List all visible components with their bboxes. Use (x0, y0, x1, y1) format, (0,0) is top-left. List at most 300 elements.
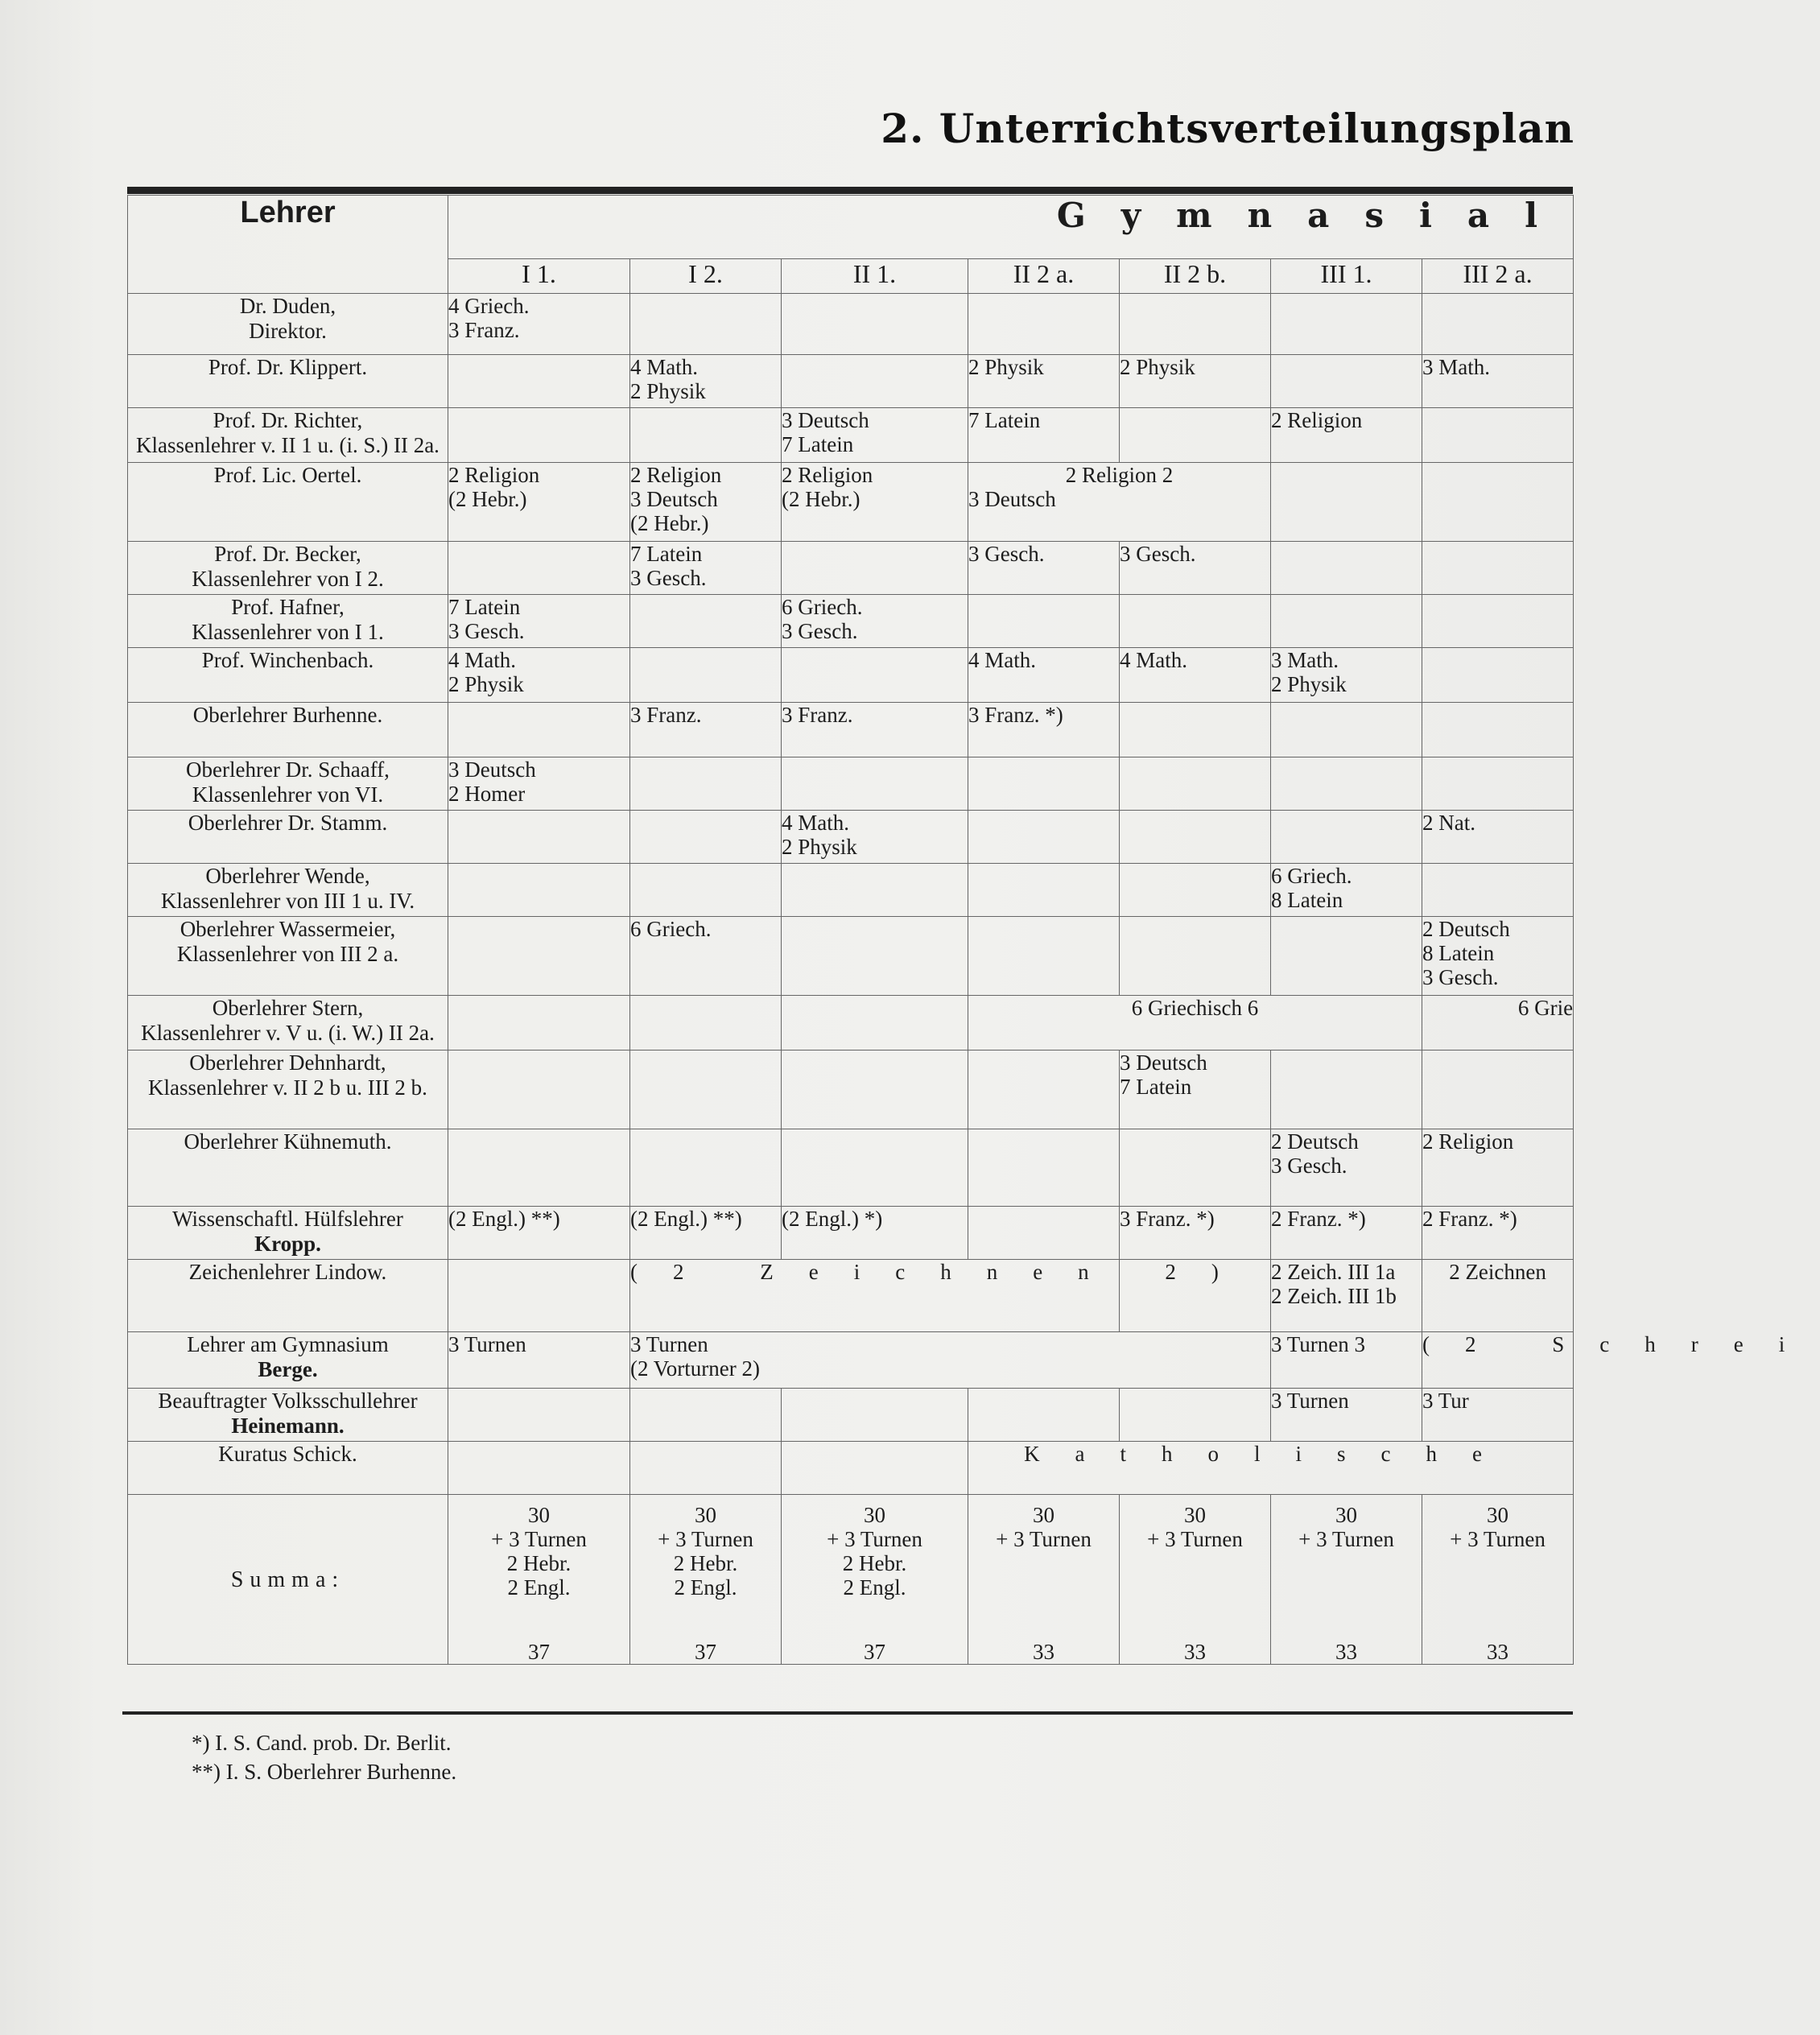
cell-line: 8 Latein (1422, 941, 1495, 965)
class-cell (448, 864, 630, 917)
teacher-name: Oberlehrer Wende, (205, 864, 370, 888)
cell-line: (2 Schrei (1422, 1332, 1820, 1356)
cell-line: 3 Deutsch (782, 408, 869, 432)
summa-base: 30 (1487, 1503, 1509, 1527)
cell-line: 3 Franz. (782, 703, 853, 727)
teacher-name: Wissenschaftl. Hülfslehrer (172, 1207, 403, 1231)
teacher-cell (128, 757, 448, 811)
summa-base: 30 (528, 1503, 550, 1527)
summa-line: 2 Hebr. (506, 1551, 572, 1575)
bottom-rule (122, 1711, 1573, 1715)
summa-total: 37 (528, 1640, 550, 1664)
teacher-cell (128, 703, 448, 757)
summa-line: + 3 Turnen (491, 1527, 587, 1551)
class-cell (448, 1332, 630, 1389)
class-cell (1422, 1389, 1574, 1442)
spanning-cell (630, 1332, 1271, 1389)
summa-line: + 3 Turnen (1450, 1527, 1546, 1551)
class-cell (968, 294, 1120, 355)
table-row (128, 355, 1574, 408)
class-cell (1271, 1389, 1422, 1442)
summa-total: 37 (695, 1640, 716, 1664)
cell-line: 6 Griech. (782, 595, 863, 619)
teacher-name: Oberlehrer Stern, (212, 996, 364, 1020)
class-cell (1271, 1260, 1422, 1332)
teacher-name: Oberlehrer Kühnemuth. (184, 1129, 392, 1154)
cell-line: 4 Math. (448, 648, 516, 672)
class-cell (1422, 1207, 1574, 1260)
distribution-table (127, 195, 1820, 1665)
cell-line: 7 Latein (782, 432, 854, 456)
table-body (128, 294, 1820, 1665)
class-cell (782, 864, 968, 917)
cell-line: 3 Franz. (448, 318, 520, 342)
summa-base: 30 (695, 1503, 716, 1527)
class-cell (1271, 1207, 1422, 1260)
teacher-cell (128, 1442, 448, 1495)
class-cell (630, 408, 782, 463)
class-cell (1271, 408, 1422, 463)
class-cell (1422, 355, 1574, 408)
class-cell (448, 648, 630, 703)
class-cell (630, 1442, 782, 1495)
class-cell (448, 703, 630, 757)
cell-line: 4 Math. (1120, 648, 1187, 672)
table-row (128, 463, 1574, 542)
summa-cell (448, 1495, 630, 1665)
class-header: III 2 a. (1422, 259, 1574, 294)
class-cell (1422, 996, 1574, 1051)
cell-line: 3 Turnen 3 (1271, 1332, 1366, 1356)
table-row (128, 1332, 1574, 1389)
class-cell (1422, 408, 1574, 463)
teacher-cell (128, 1051, 448, 1129)
class-cell (1271, 703, 1422, 757)
summa-base: 30 (1335, 1503, 1357, 1527)
teacher-cell (128, 408, 448, 463)
summa-line: 2 Hebr. (673, 1551, 738, 1575)
class-cell (782, 1129, 968, 1207)
class-cell (1120, 703, 1271, 757)
teacher-name: Prof. Winchenbach. (201, 648, 374, 672)
cell-line: (2 Vorturner 2) (630, 1356, 760, 1381)
summa-line: + 3 Turnen (1147, 1527, 1243, 1551)
teacher-name: Prof. Dr. Becker, (214, 542, 361, 566)
cell-line: 7 Latein (630, 542, 703, 566)
class-cell (1422, 757, 1574, 811)
table-row (128, 1442, 1574, 1495)
class-cell (782, 463, 968, 542)
class-cell (1422, 864, 1574, 917)
cell-line: (2 Hebr.) (782, 487, 860, 511)
table-row (128, 1260, 1574, 1332)
cell-line: (2 Engl.) **) (630, 1207, 742, 1231)
spanning-cell (968, 463, 1271, 542)
cell-line: 2 Religion (1422, 1129, 1514, 1154)
group-header: Gymnasial (448, 196, 1574, 259)
class-cell (448, 1389, 630, 1442)
class-cell (1422, 648, 1574, 703)
summa-base: 30 (1033, 1503, 1054, 1527)
teacher-cell (128, 864, 448, 917)
summa-cell (1271, 1495, 1422, 1665)
table-row (128, 917, 1574, 996)
top-rule (127, 187, 1573, 194)
class-cell (782, 811, 968, 864)
cell-line: 3 Math. (1422, 355, 1490, 379)
teacher-cell (128, 1389, 448, 1442)
cell-line: 6 Griechisch 6 (1131, 996, 1259, 1020)
teacher-name: Prof. Dr. Klippert. (208, 355, 368, 379)
cell-line: 6 Griech. (630, 917, 712, 941)
spanning-cell (630, 1260, 1254, 1332)
cell-line: 7 Latein (1120, 1075, 1192, 1099)
class-cell (968, 648, 1120, 703)
cell-line: (2 Hebr.) (448, 487, 527, 511)
teacher-cell (128, 542, 448, 595)
class-cell (968, 408, 1120, 463)
cell-line: 2 Physik (968, 355, 1044, 379)
spanning-cell (968, 1442, 1574, 1495)
cell-line: 3 Gesch. (968, 542, 1045, 566)
cell-line: 3 Franz. *) (1120, 1207, 1215, 1231)
table-row (128, 542, 1574, 595)
cell-line: (2 Hebr.) (630, 511, 709, 535)
class-cell (448, 1260, 630, 1332)
summa-cell (1120, 1495, 1271, 1665)
cell-line: Katholische (1024, 1442, 1518, 1466)
class-cell (1422, 595, 1574, 648)
class-cell (630, 917, 782, 996)
class-cell (968, 703, 1120, 757)
summa-line: 2 Hebr. (842, 1551, 907, 1575)
table-row (128, 757, 1574, 811)
class-cell (1120, 757, 1271, 811)
class-cell (448, 408, 630, 463)
class-cell (968, 757, 1120, 811)
class-cell (1422, 703, 1574, 757)
teacher-role: Klassenlehrer v. II 1 u. (i. S.) II 2a. (136, 433, 440, 457)
class-cell (1422, 463, 1574, 542)
class-header: I 2. (630, 259, 782, 294)
teacher-name: Oberlehrer Dr. Schaaff, (186, 757, 390, 782)
teacher-cell (128, 1332, 448, 1389)
cell-line: 3 Tur (1422, 1389, 1469, 1413)
class-cell (448, 463, 630, 542)
class-cell (630, 542, 782, 595)
cell-line: (2 Engl.) *) (782, 1207, 883, 1231)
class-cell (1271, 595, 1422, 648)
class-cell (448, 1129, 630, 1207)
class-cell (630, 1207, 782, 1260)
summa-total: 33 (1033, 1640, 1054, 1664)
class-cell (1271, 648, 1422, 703)
cell-line: 2 Physik (630, 379, 706, 403)
cell-line: 7 Latein (968, 408, 1041, 432)
cell-line: 3 Turnen (1271, 1389, 1349, 1413)
table-row (128, 811, 1574, 864)
table-row (128, 595, 1574, 648)
cell-line: (2 Zeichnen 2) (630, 1260, 1254, 1284)
cell-line: 2 Deutsch (1422, 917, 1510, 941)
class-cell (630, 648, 782, 703)
cell-line: 3 Gesch. (1271, 1154, 1347, 1178)
teacher-cell (128, 917, 448, 996)
cell-line: (2 Engl.) **) (448, 1207, 560, 1231)
teacher-name: Prof. Hafner, (231, 595, 345, 619)
class-cell (630, 1129, 782, 1207)
class-cell (1120, 864, 1271, 917)
class-cell (448, 1442, 630, 1495)
class-cell (968, 1389, 1120, 1442)
spanning-cell (968, 996, 1422, 1051)
class-cell (782, 355, 968, 408)
class-cell (782, 703, 968, 757)
cell-line: 2 Religion (448, 463, 540, 487)
class-cell (630, 996, 782, 1051)
cell-line: 2 Physik (1271, 672, 1347, 696)
cell-line: 7 Latein (448, 595, 521, 619)
class-cell (1271, 811, 1422, 864)
class-header: III 1. (1271, 259, 1422, 294)
class-cell (1120, 811, 1271, 864)
class-cell (968, 1129, 1120, 1207)
class-cell (1271, 757, 1422, 811)
teacher-name: Prof. Dr. Richter, (213, 408, 363, 432)
teacher-role: Klassenlehrer v. V u. (i. W.) II 2a. (141, 1021, 435, 1045)
class-cell (448, 355, 630, 408)
class-cell (1120, 294, 1271, 355)
class-cell (782, 648, 968, 703)
summa-cell (630, 1495, 782, 1665)
class-cell (630, 811, 782, 864)
cell-line: 4 Griech. (448, 294, 530, 318)
table-row (128, 408, 1574, 463)
class-cell (968, 811, 1120, 864)
class-cell (448, 917, 630, 996)
teacher-cell (128, 463, 448, 542)
class-cell (782, 1051, 968, 1129)
class-cell (968, 595, 1120, 648)
cell-line: 2 Zeich. III 1b (1271, 1284, 1397, 1308)
cell-line: 2 Zeichnen (1449, 1260, 1546, 1284)
teacher-name: Lehrer am Gymnasium (187, 1332, 389, 1356)
summa-cell (968, 1495, 1120, 1665)
teacher-cell (128, 811, 448, 864)
class-cell (1120, 648, 1271, 703)
cell-line: 3 Gesch. (1422, 965, 1499, 989)
teacher-cell (128, 996, 448, 1051)
table-row (128, 294, 1574, 355)
teacher-name: Oberlehrer Dehnhardt, (189, 1051, 386, 1075)
class-header: I 1. (448, 259, 630, 294)
class-header: II 1. (782, 259, 968, 294)
teacher-name: Dr. Duden, (239, 294, 336, 318)
class-cell (448, 996, 630, 1051)
class-cell (1120, 542, 1271, 595)
class-cell (782, 294, 968, 355)
teacher-role: Klassenlehrer von VI. (192, 782, 384, 807)
class-cell (630, 355, 782, 408)
class-cell (1120, 408, 1271, 463)
cell-line: 6 Grie (1517, 996, 1574, 1020)
class-cell (968, 917, 1120, 996)
class-header: II 2 b. (1120, 259, 1271, 294)
class-cell (782, 1442, 968, 1495)
teacher-cell (128, 1129, 448, 1207)
class-cell (968, 1051, 1120, 1129)
cell-line: 3 Deutsch (630, 487, 718, 511)
class-cell (782, 1207, 968, 1260)
cell-line: 3 Gesch. (448, 619, 525, 643)
cell-line: 3 Turnen (448, 1332, 526, 1356)
cell-line: 3 Franz. (630, 703, 702, 727)
summa-line: + 3 Turnen (827, 1527, 922, 1551)
class-cell (968, 864, 1120, 917)
class-cell (782, 408, 968, 463)
table-row (128, 648, 1574, 703)
class-cell (448, 757, 630, 811)
cell-line: 2 Zeich. III 1a (1271, 1260, 1396, 1284)
cell-line: 2 Franz. *) (1271, 1207, 1366, 1231)
class-cell (782, 595, 968, 648)
footnote: **) I. S. Oberlehrer Burhenne. (192, 1760, 457, 1784)
teacher-name: Beauftragter Volksschullehrer (158, 1389, 418, 1413)
teacher-name: Prof. Lic. Oertel. (213, 463, 362, 487)
teacher-role: Klassenlehrer von I 2. (192, 567, 384, 591)
teacher-name: Oberlehrer Burhenne. (192, 703, 383, 727)
teacher-cell (128, 595, 448, 648)
class-cell (1422, 1129, 1574, 1207)
cell-line: 2 Religion (782, 463, 873, 487)
cell-line: 3 Math. (1271, 648, 1339, 672)
summa-line: 2 Engl. (674, 1575, 737, 1600)
class-cell (1120, 355, 1271, 408)
class-cell (968, 1207, 1120, 1260)
cell-line: 2 Deutsch (1271, 1129, 1359, 1154)
teacher-role: Klassenlehrer von I 1. (192, 620, 384, 644)
class-cell (968, 542, 1120, 595)
teacher-role: Klassenlehrer von III 2 a. (176, 942, 399, 966)
class-cell (448, 1207, 630, 1260)
class-cell (1422, 811, 1574, 864)
class-cell (1271, 355, 1422, 408)
table-row (128, 703, 1574, 757)
cell-line: 2 Religion (1271, 408, 1363, 432)
lehrer-header: Lehrer (128, 196, 448, 294)
class-cell (448, 542, 630, 595)
summa-line: + 3 Turnen (1298, 1527, 1394, 1551)
cell-line: 8 Latein (1271, 888, 1343, 912)
class-cell (1422, 542, 1574, 595)
class-cell (1120, 1051, 1271, 1129)
cell-line: 2 Franz. *) (1422, 1207, 1517, 1231)
cell-line: 3 Deutsch (448, 757, 536, 782)
class-cell (1271, 864, 1422, 917)
summa-line: 2 Engl. (843, 1575, 906, 1600)
page-title: 2. Unterrichtsverteilungsplan (881, 105, 1574, 152)
table-row (128, 864, 1574, 917)
table-row (128, 1129, 1574, 1207)
summa-base: 30 (864, 1503, 885, 1527)
cell-line: 2 Religion (630, 463, 722, 487)
summa-total: 33 (1487, 1640, 1509, 1664)
cell-line: 2 Physik (448, 672, 524, 696)
table-row (128, 1207, 1574, 1260)
summa-line: + 3 Turnen (996, 1527, 1092, 1551)
class-cell (630, 294, 782, 355)
teacher-cell (128, 355, 448, 408)
class-cell (630, 1051, 782, 1129)
spanning-cell (1422, 1332, 1820, 1389)
teacher-cell (128, 294, 448, 355)
class-cell (448, 294, 630, 355)
summa-cell (1422, 1495, 1574, 1665)
teacher-role: Klassenlehrer v. II 2 b u. III 2 b. (148, 1075, 427, 1100)
cell-line: 2 Physik (1120, 355, 1195, 379)
cell-line: 4 Math. (968, 648, 1036, 672)
cell-line: 2 Physik (782, 835, 857, 859)
cell-line: 3 Franz. *) (968, 703, 1063, 727)
summa-cell (782, 1495, 968, 1665)
teacher-cell (128, 1207, 448, 1260)
class-cell (1271, 294, 1422, 355)
class-cell (1422, 1260, 1574, 1332)
cell-line: 6 Griech. (1271, 864, 1352, 888)
class-cell (630, 757, 782, 811)
class-cell (1271, 542, 1422, 595)
class-cell (782, 917, 968, 996)
cell-line: 3 Turnen (630, 1332, 708, 1356)
cell-line: 2 Religion 2 (1065, 463, 1174, 487)
cell-line: 4 Math. (630, 355, 698, 379)
class-cell (1271, 917, 1422, 996)
cell-line: 2 Nat. (1422, 811, 1475, 835)
class-cell (1271, 1129, 1422, 1207)
class-cell (1120, 1129, 1271, 1207)
class-cell (630, 463, 782, 542)
summa-line: + 3 Turnen (658, 1527, 753, 1551)
class-header: II 2 a. (968, 259, 1120, 294)
summa-total: 37 (864, 1640, 885, 1664)
teacher-name: Oberlehrer Dr. Stamm. (188, 811, 388, 835)
class-cell (630, 595, 782, 648)
cell-line: 2 Homer (448, 782, 526, 806)
cell-line: 3 Gesch. (782, 619, 858, 643)
class-cell (782, 996, 968, 1051)
teacher-name-2: Kropp. (254, 1232, 321, 1256)
teacher-name: Oberlehrer Wassermeier, (180, 917, 396, 941)
class-cell (1422, 294, 1574, 355)
summa-base: 30 (1184, 1503, 1206, 1527)
teacher-name: Zeichenlehrer Lindow. (188, 1260, 387, 1284)
summa-total: 33 (1335, 1640, 1357, 1664)
class-cell (630, 1389, 782, 1442)
class-cell (1422, 917, 1574, 996)
class-cell (1120, 1389, 1271, 1442)
summa-line: 2 Engl. (507, 1575, 571, 1600)
summa-total: 33 (1184, 1640, 1206, 1664)
teacher-name: Kuratus Schick. (218, 1442, 357, 1466)
class-cell (968, 355, 1120, 408)
cell-line: 3 Deutsch (968, 487, 1056, 511)
class-cell (782, 757, 968, 811)
teacher-name-2: Heinemann. (231, 1414, 345, 1438)
class-cell (448, 595, 630, 648)
teacher-role: Klassenlehrer von III 1 u. IV. (160, 889, 415, 913)
class-cell (1120, 1207, 1271, 1260)
class-cell (1271, 1332, 1422, 1389)
